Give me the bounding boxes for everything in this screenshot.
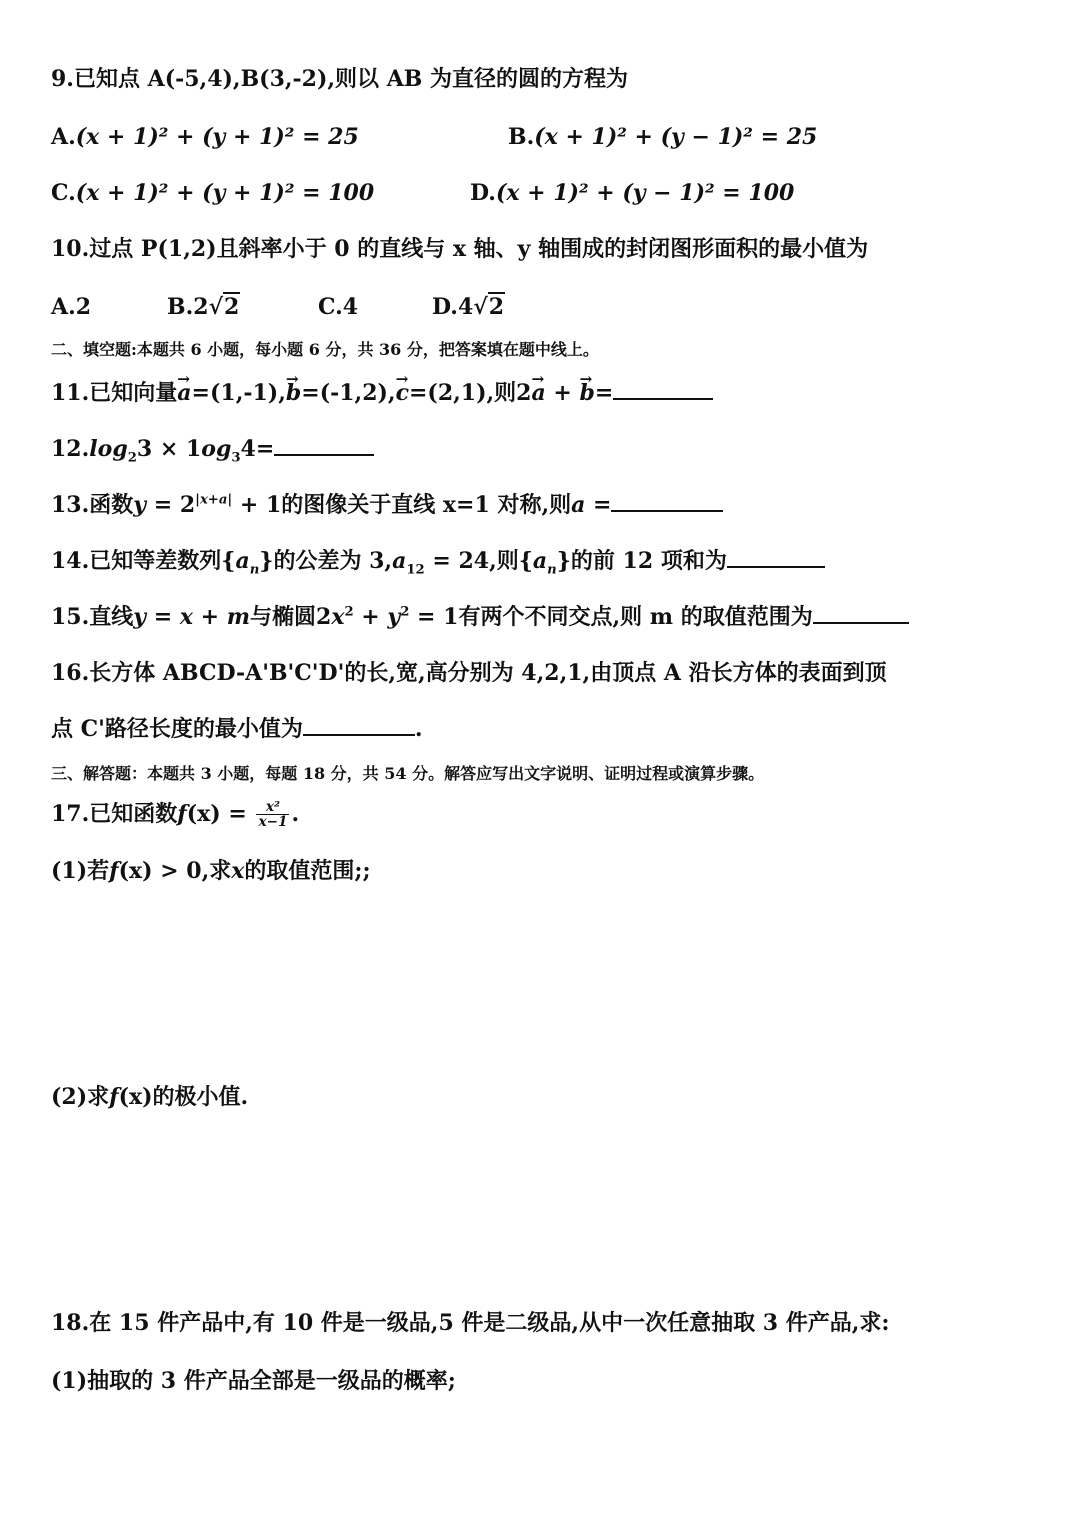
- q17-part1-suffix: 的取值范围;;: [244, 858, 371, 884]
- q18-part1: (1)抽取的 3 件产品全部是一级品的概率;: [51, 1368, 456, 1394]
- q15-eq: =: [146, 604, 180, 630]
- q15-x: x: [179, 604, 193, 630]
- q16-line2: [51, 716, 423, 742]
- q18-stem: 18.在 15 件产品中,有 10 件是一级品,5 件是二级品,从中一次任意抽取 3 件产品,求:: [51, 1310, 890, 1336]
- q12-base2: 3: [231, 450, 241, 466]
- q14-mid2: = 24,则{: [424, 548, 533, 574]
- q12-number: 12.: [51, 436, 90, 462]
- q15-plus: +: [192, 604, 227, 630]
- q10-option-b: [167, 294, 240, 320]
- q17-part1-f: f: [109, 858, 119, 884]
- q17-part2-x: (x): [118, 1084, 153, 1110]
- q13-exponent: |x+a|: [195, 492, 233, 508]
- q10-option-b-label: B.2: [167, 294, 209, 320]
- q14-sub12: 12: [406, 562, 425, 578]
- q12-arg1: 3 × 1: [136, 436, 202, 462]
- q15-m: m: [226, 604, 251, 630]
- q13-y: y: [133, 492, 147, 518]
- q13-eq: = 2: [146, 492, 196, 518]
- q15-y: y: [133, 604, 147, 630]
- q16-answer-blank[interactable]: [303, 733, 415, 736]
- expr-vector-b: → b: [580, 380, 595, 406]
- q10-option-d-label: D.4: [432, 294, 474, 320]
- q11-prefix: 11.已知向量: [51, 380, 178, 406]
- q15-prefix: 15.直线: [51, 604, 134, 630]
- q17-end: .: [291, 800, 300, 827]
- q10-option-a: A.2: [51, 294, 92, 320]
- q15-mid: 与椭圆2: [250, 604, 332, 630]
- q9-option-b-label: B.: [508, 124, 535, 150]
- sqrt-symbol: √2: [473, 294, 505, 320]
- q14-mid: }的公差为 3,: [259, 548, 393, 574]
- q17-part1-prefix: (1)若: [51, 858, 110, 884]
- q10-option-d-radicand: 2: [488, 294, 505, 320]
- q15-sq2: 2: [400, 604, 410, 620]
- vector-b-value: =(-1,2),: [301, 380, 396, 406]
- vector-c-value: =(2,1),则2: [409, 380, 532, 406]
- q14-answer-blank[interactable]: [727, 565, 825, 568]
- q13-a: a: [571, 492, 586, 518]
- q16-line1: 16.长方体 ABCD-A'B'C'D'的长,宽,高分别为 4,2,1,由顶点 A 沿长方体的表面到顶: [51, 660, 887, 686]
- q14-suffix: }的前 12 项和为: [556, 548, 727, 574]
- expr-vector-a: → a: [532, 380, 546, 406]
- q17-prefix: 17.已知函数: [51, 800, 178, 827]
- q12-log1: log: [89, 436, 128, 462]
- q15-answer-blank[interactable]: [813, 621, 909, 624]
- q17-f: f: [177, 800, 187, 827]
- q13-eq2: =: [585, 492, 612, 518]
- q14-an: a: [235, 548, 250, 574]
- q17-part2-f: f: [109, 1084, 119, 1110]
- q12-answer-blank[interactable]: [274, 453, 374, 456]
- q14-n2: n: [547, 562, 557, 578]
- q9-option-c-equation: (x + 1)² + (y + 1)² = 100: [75, 180, 375, 206]
- q12-base1: 2: [127, 450, 137, 466]
- q13-prefix: 13.函数: [51, 492, 134, 518]
- q17-fraction: [256, 800, 289, 830]
- section3-heading: 三、解答题：本题共 3 小题，每题 18 分，共 54 分。解答应写出文字说明、证明过程或演算步骤。: [51, 764, 765, 783]
- q9-option-a: [51, 124, 359, 150]
- q14: [51, 548, 825, 578]
- vector-b: → b: [286, 380, 301, 406]
- q17-part2: [51, 1084, 248, 1110]
- q16-end: .: [414, 716, 423, 742]
- vector-a-value: =(1,-1),: [191, 380, 286, 406]
- q15-suffix: = 1有两个不同交点,则 m 的取值范围为: [409, 604, 813, 630]
- q11-answer-blank[interactable]: [613, 397, 713, 400]
- sqrt-symbol: √2: [208, 294, 240, 320]
- q9-option-c: [51, 180, 374, 206]
- q17-denominator: x−1: [258, 814, 288, 831]
- q9-stem: 9.已知点 A(-5,4),B(3,-2),则以 AB 为直径的圆的方程为: [51, 66, 629, 92]
- q11-equals: =: [594, 380, 614, 406]
- q17-part1: [51, 858, 371, 884]
- q14-an2: a: [532, 548, 548, 574]
- q17-part2-suffix: 的极小值.: [152, 1084, 249, 1110]
- q13-rest: + 1的图像关于直线 x=1 对称,则: [232, 492, 572, 518]
- q12-arg2: 4=: [240, 436, 275, 462]
- q11: [51, 380, 713, 406]
- q15-y2: y: [387, 604, 401, 630]
- q17-numerator: x²: [256, 800, 289, 815]
- q17-part1-x: (x): [118, 858, 153, 884]
- q15-sq: 2: [344, 604, 354, 620]
- q12-log2: og: [201, 436, 232, 462]
- q16-line2-text: 点 C'路径长度的最小值为: [51, 716, 303, 742]
- q12: [51, 436, 374, 466]
- q10-option-b-radicand: 2: [224, 294, 240, 320]
- q9-option-a-label: A.: [51, 124, 76, 150]
- q14-n: n: [249, 562, 260, 578]
- section2-heading: 二、填空题:本题共 6 小题，每小题 6 分，共 36 分，把答案填在题中线上。: [51, 340, 599, 359]
- q9-option-d-label: D.: [470, 180, 496, 206]
- q10-stem: 10.过点 P(1,2)且斜率小于 0 的直线与 x 轴、y 轴围成的封闭图形面积的最小值为: [51, 236, 869, 262]
- q17-part1-var: x: [231, 858, 245, 884]
- q9-option-c-label: C.: [51, 180, 76, 206]
- q9-option-d: [470, 180, 794, 206]
- q10-option-c: C.4: [318, 294, 359, 320]
- vector-a: → a: [177, 380, 191, 406]
- q15-x2: x: [331, 604, 345, 630]
- q14-prefix: 14.已知等差数列{: [51, 548, 236, 574]
- q17-part2-prefix: (2)求: [51, 1084, 110, 1110]
- q9-option-b-equation: (x + 1)² + (y − 1)² = 25: [534, 124, 818, 150]
- q17-x: (x): [186, 800, 221, 827]
- q17-part1-mid: > 0,求: [152, 858, 232, 884]
- q9-option-b: [508, 124, 817, 150]
- q14-a12: a: [392, 548, 407, 574]
- q13: [51, 492, 723, 518]
- q13-answer-blank[interactable]: [611, 509, 723, 512]
- q15-plus2: +: [353, 604, 388, 630]
- q17-eq: =: [220, 800, 255, 827]
- q9-option-a-equation: (x + 1)² + (y + 1)² = 25: [75, 124, 359, 150]
- vector-c: → c: [396, 380, 409, 406]
- q11-plus: +: [545, 380, 580, 406]
- q9-option-d-equation: (x + 1)² + (y − 1)² = 100: [495, 180, 795, 206]
- q17-stem: [51, 800, 299, 830]
- q15: [51, 604, 909, 630]
- q10-option-d: [432, 294, 505, 320]
